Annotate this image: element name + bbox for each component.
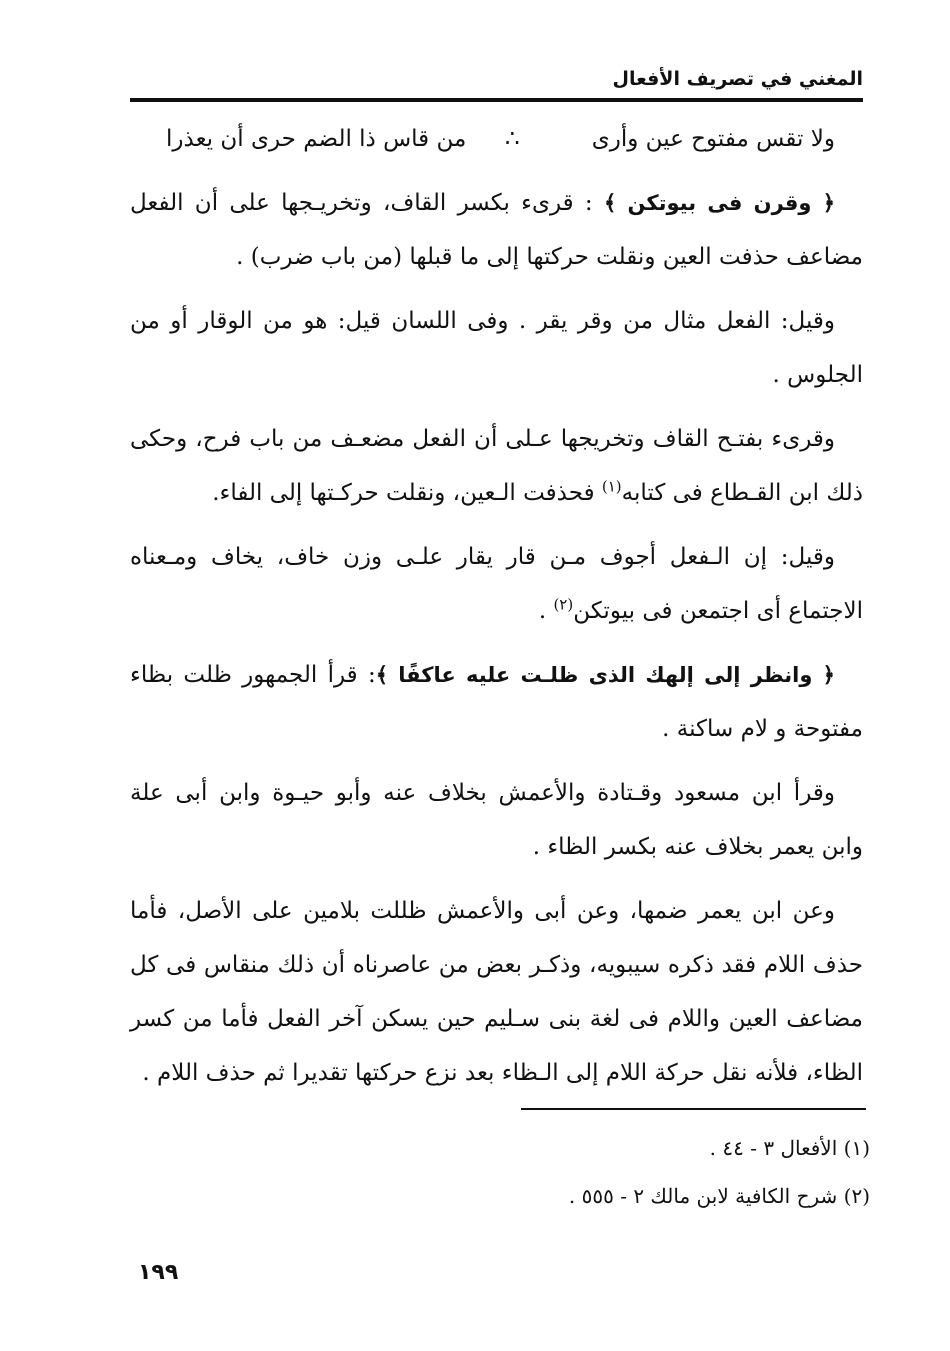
paragraph-1-text: : قرىء بكسر القاف، وتخريـجها على أن الفعل مضاعف حذفت العين ونقلت حركتها إلى ما قبلها (من باب ضرب) . <box>130 190 863 270</box>
verse-first-half: ولا تقس مفتوح عين وأرى <box>591 126 835 152</box>
paragraph-6: وقرأ ابن مسعود وقـتادة والأعمش بخلاف عنه وأبو حيـوة وابن أبى علة وابن يعمر بخلاف عنه بكسر الظاء . <box>130 780 863 860</box>
paragraph-3-text-a: وقرىء بفتـح القاف وتخريجها عـلى أن الفعل مضعـف من باب فرح، وحكى ذلك ابن القـطاع فى كتابه <box>130 426 863 506</box>
footnote-2: (٢) شرح الكافية لابن مالك ٢ - ٥٥٥ . <box>568 1184 870 1208</box>
paragraph-4-text-a: وقيل: إن الـفعل أجوف مـن قار يقار علـى وزن خاف، يخاف ومـعناه الاجتماع أى اجتمعن فى بيوتكن <box>130 544 863 624</box>
paragraph-2: وقيل: الفعل مثال من وقر يقر . وفى اللسان قيل: هو من الوقار أو من الجلوس . <box>130 308 863 388</box>
footnote-1: (١) الأفعال ٣ - ٤٤ . <box>709 1136 870 1160</box>
body-text <box>130 112 863 1100</box>
footnote-rule <box>521 1108 866 1110</box>
paragraph-5-text: : قرأ الجمهور ظلت بظاء مفتوحة و لام ساكنة . <box>130 662 863 742</box>
paragraph-5 <box>130 648 863 756</box>
footnotes <box>310 1124 870 1220</box>
paragraph-3-text-b: فحذفت الـعين، ونقلت حركـتها إلى الفاء. <box>212 480 602 506</box>
verse-separator: ∴ <box>505 126 520 152</box>
paragraph-4-text-b: . <box>538 598 554 624</box>
footnote-ref-2: (٢) <box>553 595 574 614</box>
footnote-ref-1: (١) <box>601 477 622 496</box>
quran-quote: ﴿ وقرن فى بيوتكن ﴾ <box>603 191 835 215</box>
paragraph-3 <box>130 412 863 520</box>
quran-quote: ﴿ وانظر إلى إلهك الذى ظلـت عليه عاكفًا ﴾ <box>375 663 835 687</box>
page-number: ١٩٩ <box>138 1260 179 1285</box>
paragraph-1 <box>130 176 863 284</box>
verse-second-half: من قاس ذا الضم حرى أن يعذرا <box>166 126 467 152</box>
header-rule <box>130 98 863 102</box>
paragraph-4 <box>130 530 863 638</box>
poetry-verse <box>130 112 863 166</box>
running-title: المغني في تصريف الأفعال <box>612 68 863 90</box>
paragraph-7: وعن ابن يعمر ضمها، وعن أبى والأعمش ظللت بلامين على الأصل، فأما حذف اللام فقد ذكره سيبويه، وذكـر بعض من عاصرناه أن ذلك منقاس فى كل مضاعف العين واللام فى لغة بنى سـليم حين يسكن آخر الفعل فأما من كسر الظاء، فلأنه نقل حركة اللام إلى الـظاء بعد نزع حركتها تقديرا ثم حذف اللام . <box>130 898 863 1086</box>
